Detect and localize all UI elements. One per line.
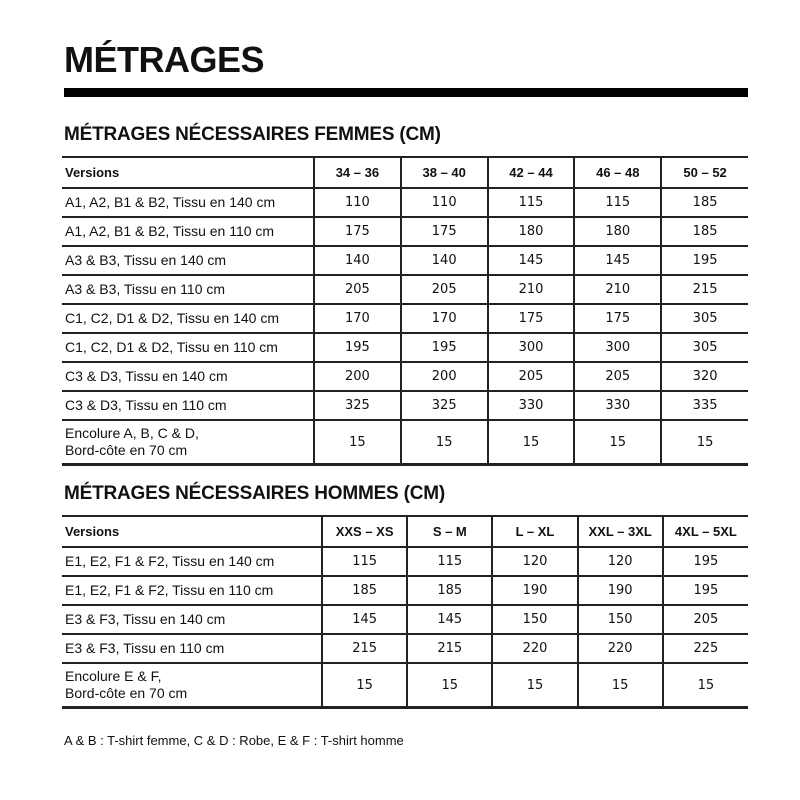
table-cell: 140: [401, 246, 488, 275]
row-label: C3 & D3, Tissu en 110 cm: [62, 391, 314, 420]
table-cell: 110: [314, 188, 401, 217]
table-cell: 150: [492, 605, 577, 634]
table-cell: 175: [401, 217, 488, 246]
table-cell: 185: [407, 576, 492, 605]
table-cell: 115: [322, 547, 407, 576]
table-cell: 220: [492, 634, 577, 663]
row-label: C3 & D3, Tissu en 140 cm: [62, 362, 314, 391]
table-cell: 140: [314, 246, 401, 275]
column-header-size: 4XL – 5XL: [663, 516, 748, 547]
column-header-versions: Versions: [62, 516, 322, 547]
page-title: MÉTRAGES: [64, 39, 265, 80]
table-cell: 195: [663, 547, 748, 576]
row-label: E3 & F3, Tissu en 110 cm: [62, 634, 322, 663]
row-label: Encolure A, B, C & D, Bord-côte en 70 cm: [62, 420, 314, 465]
table-cell: 15: [322, 663, 407, 708]
table-cell: 15: [663, 663, 748, 708]
table-cell: 15: [492, 663, 577, 708]
table-cell: 185: [661, 217, 748, 246]
table-cell: 305: [661, 304, 748, 333]
table-cell: 205: [314, 275, 401, 304]
table-cell: 115: [488, 188, 575, 217]
table-cell: 115: [574, 188, 661, 217]
row-label: A1, A2, B1 & B2, Tissu en 140 cm: [62, 188, 314, 217]
table-cell: 195: [314, 333, 401, 362]
table-cell: 335: [661, 391, 748, 420]
table-cell: 170: [314, 304, 401, 333]
table-row: [62, 246, 748, 275]
column-header-size: 38 – 40: [401, 157, 488, 188]
column-header-versions: Versions: [62, 157, 314, 188]
column-header-size: 50 – 52: [661, 157, 748, 188]
table-row: [62, 547, 748, 576]
table-cell: 15: [407, 663, 492, 708]
table-cell: 225: [663, 634, 748, 663]
table-cell: 205: [663, 605, 748, 634]
table-hommes: [62, 515, 748, 709]
table-row: [62, 362, 748, 391]
row-label: E3 & F3, Tissu en 140 cm: [62, 605, 322, 634]
table-row: [62, 275, 748, 304]
table-cell: 190: [578, 576, 663, 605]
column-header-size: 34 – 36: [314, 157, 401, 188]
table-cell: 110: [401, 188, 488, 217]
table-cell: 220: [578, 634, 663, 663]
table-cell: 205: [574, 362, 661, 391]
table-cell: 120: [578, 547, 663, 576]
table-row: [62, 391, 748, 420]
row-label: C1, C2, D1 & D2, Tissu en 110 cm: [62, 333, 314, 362]
table-header-row: [62, 516, 748, 547]
table-cell: 15: [574, 420, 661, 465]
table-cell: 300: [574, 333, 661, 362]
table-cell: 180: [488, 217, 575, 246]
table-cell: 200: [401, 362, 488, 391]
table-cell: 330: [488, 391, 575, 420]
table-row: [62, 333, 748, 362]
table-cell: 320: [661, 362, 748, 391]
table-cell: 210: [488, 275, 575, 304]
column-header-size: S – M: [407, 516, 492, 547]
table-cell: 15: [401, 420, 488, 465]
table-row: [62, 634, 748, 663]
table-cell: 325: [401, 391, 488, 420]
row-label: A3 & B3, Tissu en 110 cm: [62, 275, 314, 304]
column-header-size: 46 – 48: [574, 157, 661, 188]
table-cell: 15: [661, 420, 748, 465]
table-cell: 145: [488, 246, 575, 275]
table-cell: 180: [574, 217, 661, 246]
table-cell: 215: [322, 634, 407, 663]
table-row: [62, 663, 748, 708]
table-cell: 190: [492, 576, 577, 605]
table-cell: 195: [401, 333, 488, 362]
column-header-size: XXS – XS: [322, 516, 407, 547]
table-cell: 305: [661, 333, 748, 362]
table-cell: 300: [488, 333, 575, 362]
row-label: C1, C2, D1 & D2, Tissu en 140 cm: [62, 304, 314, 333]
row-label: A3 & B3, Tissu en 140 cm: [62, 246, 314, 275]
table-cell: 210: [574, 275, 661, 304]
table-cell: 120: [492, 547, 577, 576]
row-label: Encolure E & F, Bord-côte en 70 cm: [62, 663, 322, 708]
table-row: [62, 217, 748, 246]
table-cell: 185: [322, 576, 407, 605]
row-label: A1, A2, B1 & B2, Tissu en 110 cm: [62, 217, 314, 246]
table-cell: 170: [401, 304, 488, 333]
table-row: [62, 188, 748, 217]
table-cell: 150: [578, 605, 663, 634]
row-label: E1, E2, F1 & F2, Tissu en 110 cm: [62, 576, 322, 605]
table-cell: 215: [407, 634, 492, 663]
table-cell: 185: [661, 188, 748, 217]
table-femmes: [62, 156, 748, 466]
table-row: [62, 420, 748, 465]
column-header-size: XXL – 3XL: [578, 516, 663, 547]
table-cell: 115: [407, 547, 492, 576]
table-cell: 205: [488, 362, 575, 391]
table-cell: 145: [574, 246, 661, 275]
table-row: [62, 576, 748, 605]
table-header-row: [62, 157, 748, 188]
table-row: [62, 304, 748, 333]
table-cell: 200: [314, 362, 401, 391]
column-header-size: L – XL: [492, 516, 577, 547]
table-cell: 145: [322, 605, 407, 634]
row-label: E1, E2, F1 & F2, Tissu en 140 cm: [62, 547, 322, 576]
table-cell: 325: [314, 391, 401, 420]
table-cell: 175: [488, 304, 575, 333]
table-cell: 175: [314, 217, 401, 246]
footnote: A & B : T-shirt femme, C & D : Robe, E & F : T-shirt homme: [64, 733, 404, 748]
section-title-femmes: MÉTRAGES NÉCESSAIRES FEMMES (CM): [64, 124, 441, 145]
table-cell: 175: [574, 304, 661, 333]
column-header-size: 42 – 44: [488, 157, 575, 188]
table-cell: 145: [407, 605, 492, 634]
table-cell: 215: [661, 275, 748, 304]
table-cell: 15: [314, 420, 401, 465]
table-cell: 205: [401, 275, 488, 304]
title-divider: [64, 88, 748, 97]
table-cell: 195: [661, 246, 748, 275]
table-cell: 330: [574, 391, 661, 420]
table-cell: 195: [663, 576, 748, 605]
table-row: [62, 605, 748, 634]
table-cell: 15: [488, 420, 575, 465]
table-cell: 15: [578, 663, 663, 708]
section-title-hommes: MÉTRAGES NÉCESSAIRES HOMMES (CM): [64, 483, 446, 504]
